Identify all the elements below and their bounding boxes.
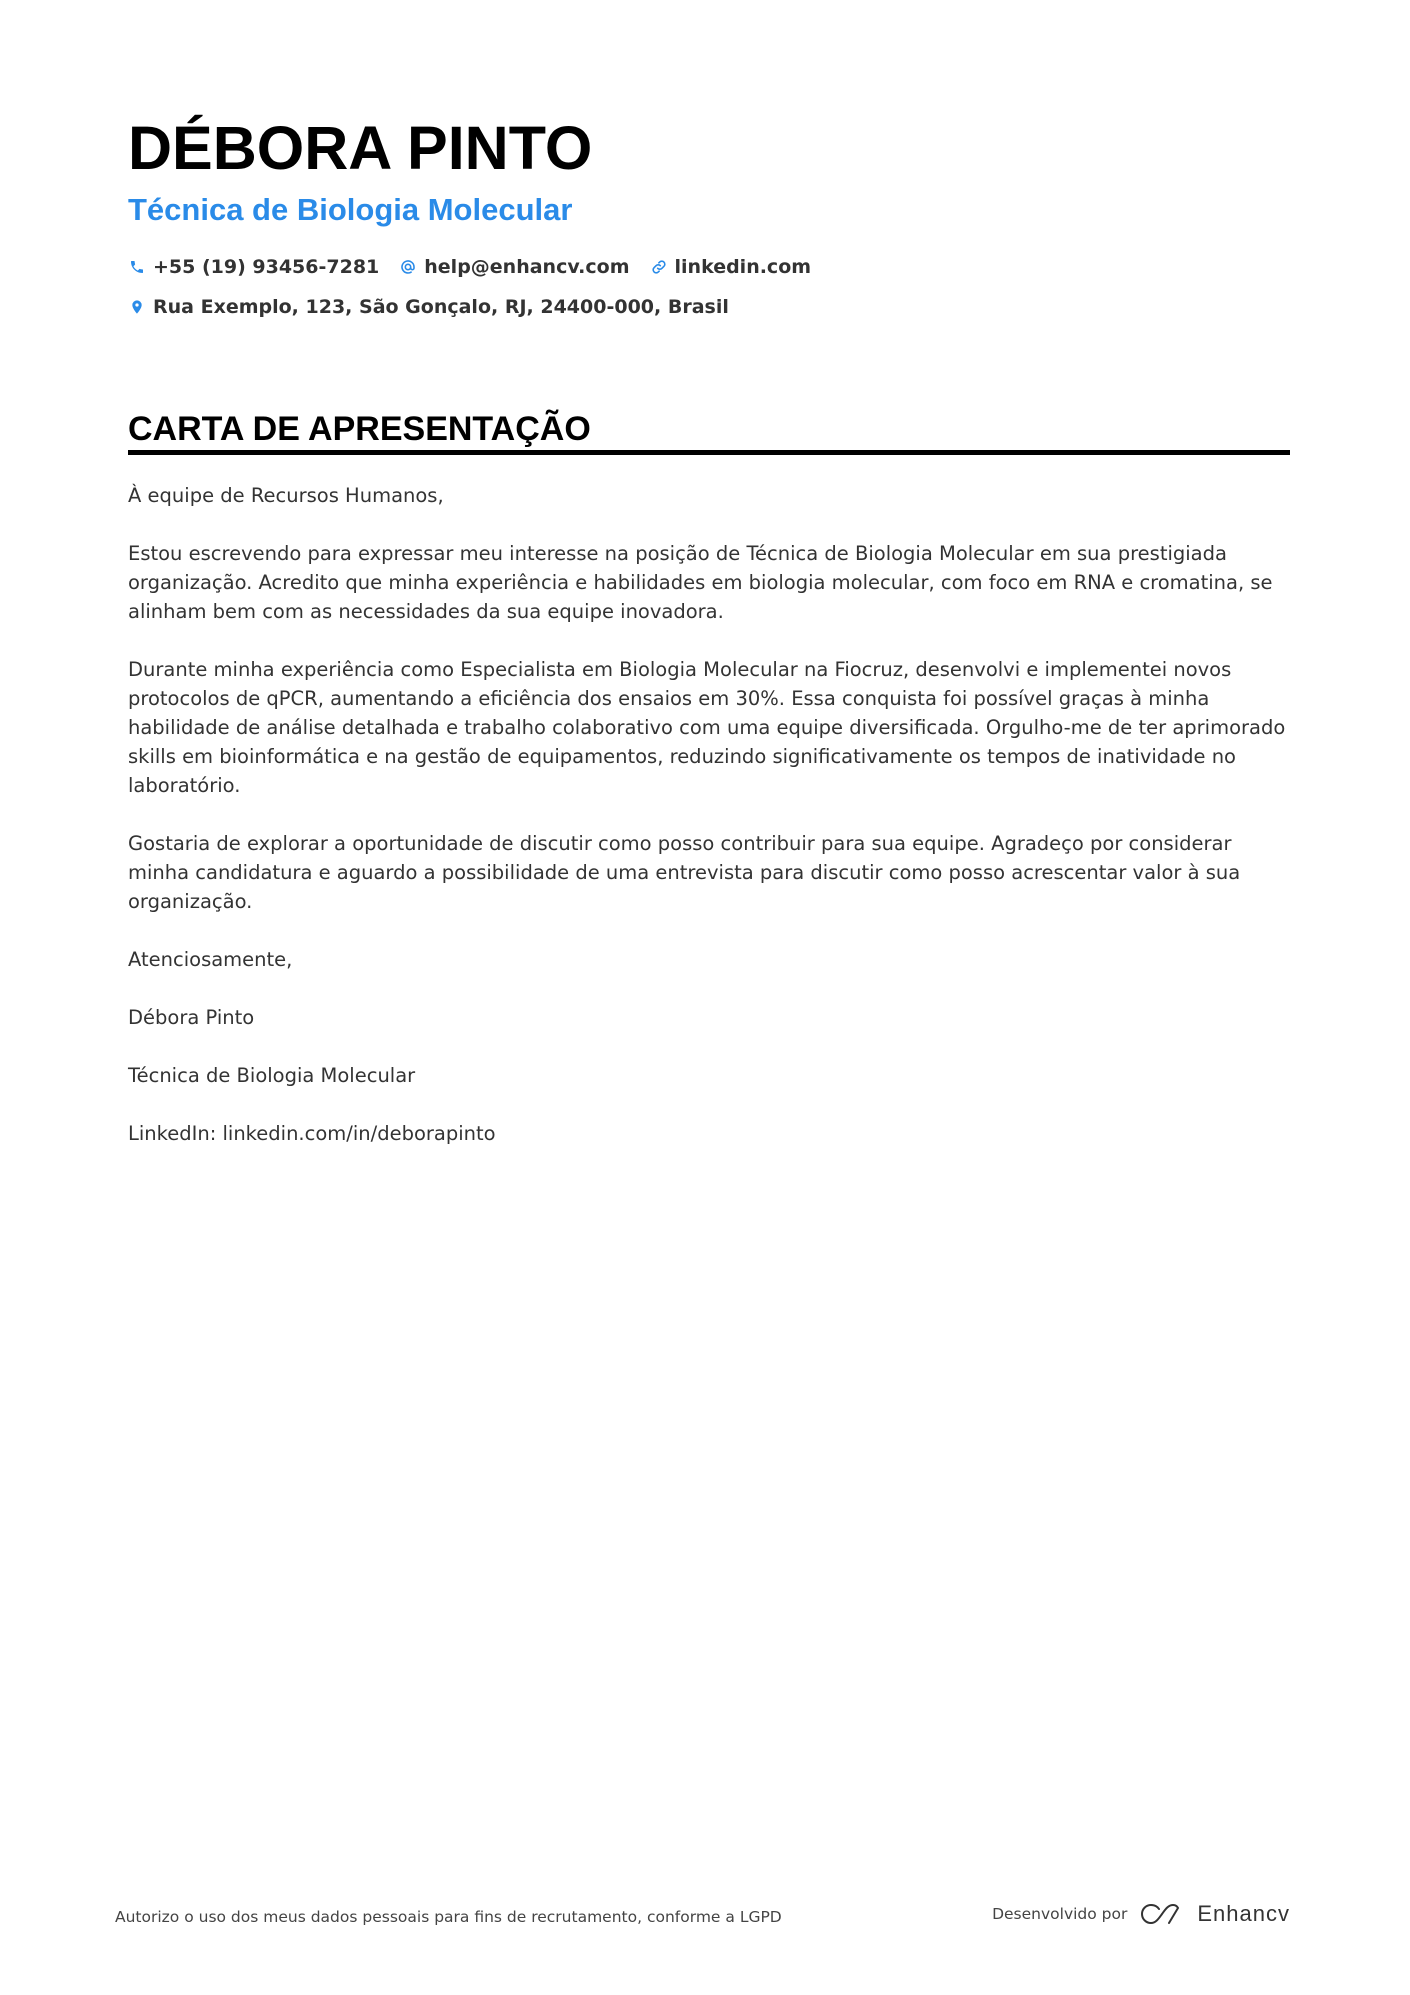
address-row [128,292,1290,322]
consent-note: Autorizo o uso dos meus dados pessoais para fins de recrutamento, conforme a LGPD [115,1908,782,1926]
at-icon [399,258,417,276]
location-pin-icon [128,298,146,316]
contact-row [128,252,1290,282]
cover-letter-page [128,108,1290,1177]
link-icon [650,258,668,276]
contact-linkedin[interactable] [650,256,812,278]
letter-body [128,481,1290,1148]
brand-name: Enhancv [1197,1901,1290,1926]
signature-title: Técnica de Biologia Molecular [128,1064,416,1087]
enhancv-logo-icon [1139,1902,1185,1926]
contact-phone[interactable] [128,256,379,278]
section-heading: CARTA DE APRESENTAÇÃO [128,410,1290,455]
candidate-name: DÉBORA PINTO [128,114,593,182]
contact-address [128,296,729,318]
signature-linkedin: LinkedIn: linkedin.com/in/deborapinto [128,1122,496,1145]
candidate-job-title: Técnica de Biologia Molecular [128,192,573,227]
contact-email-text: help@enhancv.com [424,256,630,278]
letter-paragraph: Durante minha experiência como Especialista em Biologia Molecular na Fiocruz, desenvolvi e implementei novos protocolos de qPCR, aumentando a eficiência dos ensaios em 30%. Essa conquista foi possível graças à minha habilidade de análise detalhada e trabalho colaborativo com uma equipe diversificada. Orgulho-me de ter aprimorado skills em bioinformática e na gestão de equipamentos, reduzindo significativamente os tempos de inatividade no laboratório. [128,658,1286,797]
letter-greeting: À equipe de Recursos Humanos, [128,484,444,507]
page-footer [115,1890,1290,1930]
powered-by-label: Desenvolvido por [992,1905,1128,1923]
letter-paragraph: Estou escrevendo para expressar meu interesse na posição de Técnica de Biologia Molecular em sua prestigiada organização. Acredito que minha experiência e habilidades em biologia molecular, com foco em RNA e cromatina, se alinham bem com as necessidades da sua equipe inovadora. [128,542,1273,623]
contact-email[interactable] [399,256,629,278]
powered-by[interactable] [992,1901,1290,1927]
contact-phone-text: +55 (19) 93456-7281 [153,256,380,278]
contact-address-text: Rua Exemplo, 123, São Gonçalo, RJ, 24400-000, Brasil [153,296,729,318]
letter-closing: Atenciosamente, [128,948,293,971]
phone-icon [128,258,146,276]
signature-name: Débora Pinto [128,1006,255,1029]
letter-paragraph: Gostaria de explorar a oportunidade de discutir como posso contribuir para sua equipe. Agradeço por considerar minha candidatura e aguardo a possibilidade de uma entrevista para discutir como posso acrescentar valor à sua organização. [128,832,1241,913]
contact-linkedin-text: linkedin.com [674,256,812,278]
